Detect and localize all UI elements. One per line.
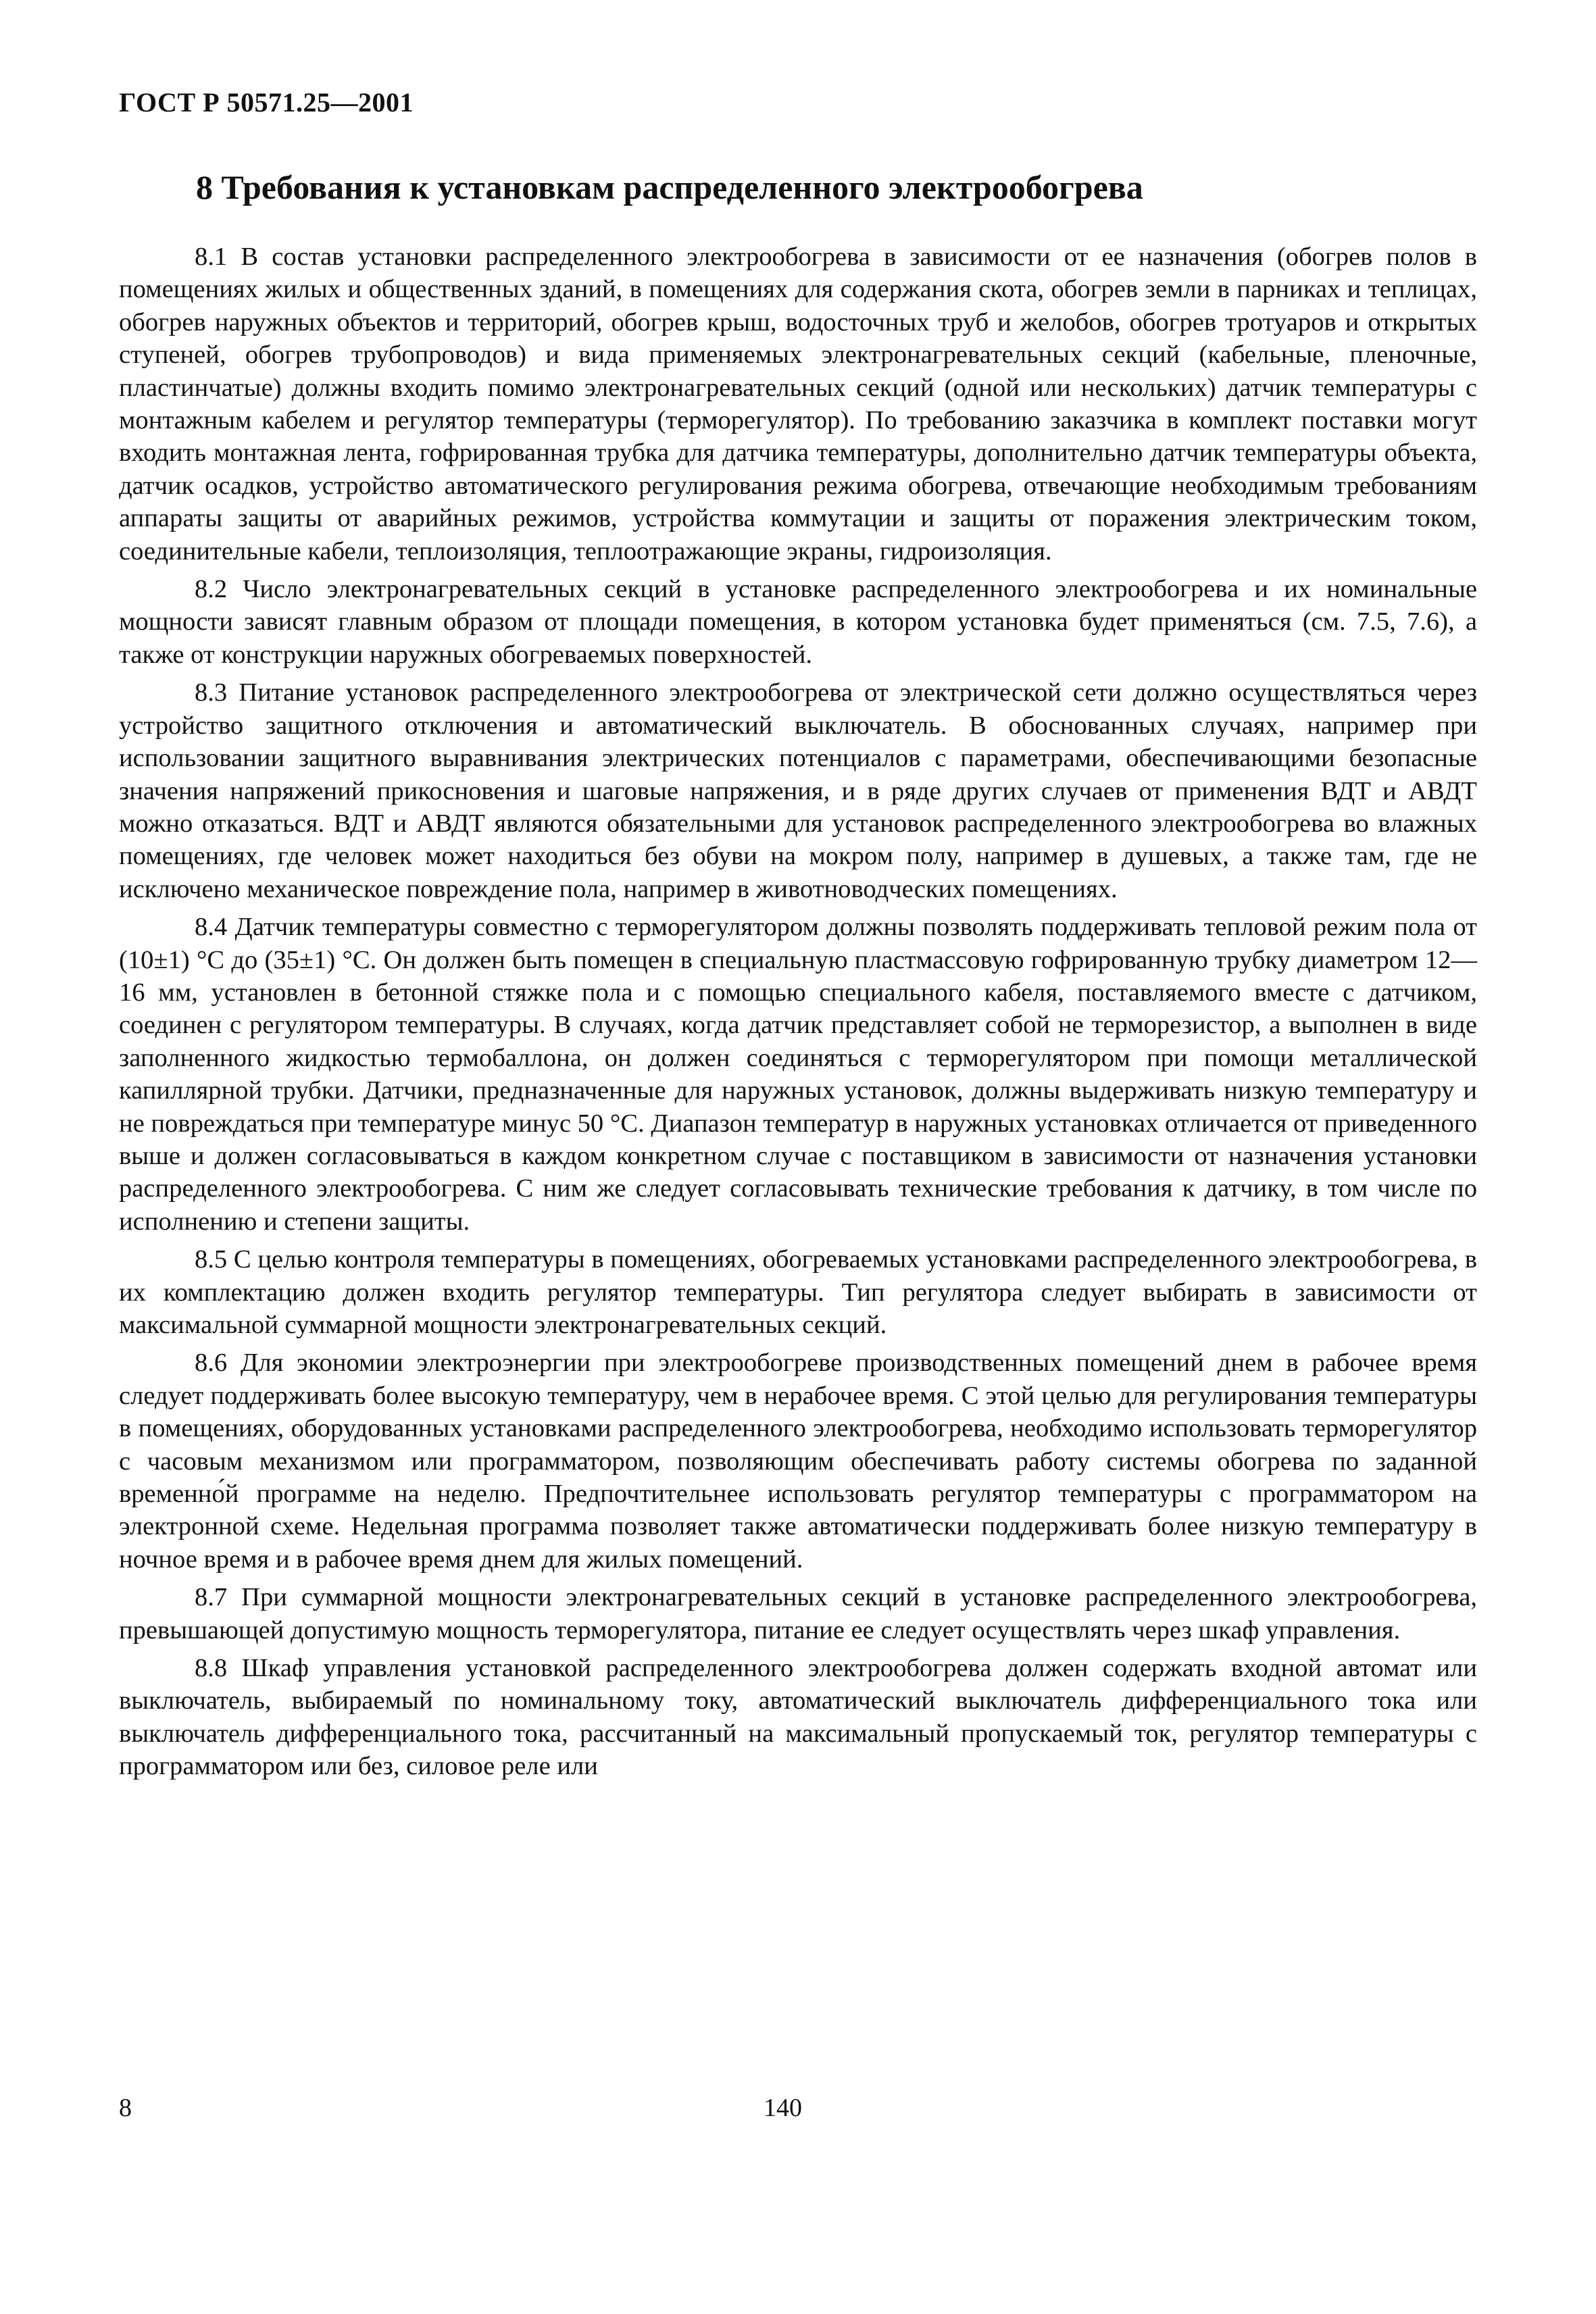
paragraph-8-3: 8.3 Питание установок распределенного электрообогрева от электрической сети должно осуществляться через устройство защитного отключения и автоматический выключатель. В обоснованных случаях, например при использовании защитного выравнивания электрических потенциалов с параметрами, обеспечивающими безопасные значения напряжений прикосновения и шаговые напряжения, и в ряде других случаев от применения ВДТ и АВДТ можно отказаться. ВДТ и АВДТ являются обязательными для установок распределенного электрообогрева во влажных помещениях, где человек может находиться без обуви на мокром полу, например в душевых, а также там, где не исключено механическое повреждение пола, например в животноводческих помещениях. xyxy=(119,678,1477,903)
paragraph-8-4: 8.4 Датчик температуры совместно с терморегулятором должны позволять поддерживать тепловой режим пола от (10±1) °С до (35±1) °С. Он должен быть помещен в специальную пластмассовую гофрированную трубку диаметром 12—16 мм, установлен в бетонной стяжке пола и с помощью специального кабеля, поставляемого вместе с датчиком, соединен с регулятором температуры. В случаях, когда датчик представляет собой не терморезистор, а выполнен в виде заполненного жидкостью термобаллона, он должен соединяться с терморегулятором при помощи металлической капиллярной трубки. Датчики, предназначенные для наружных установок, должны выдерживать низкую температуру и не повреждаться при температуре минус 50 °С. Диапазон температур в наружных установках отличается от приведенного выше и должен согласовываться в каждом конкретном случае с поставщиком в зависимости от назначения установки распределенного электрообогрева. С ним же следует согласовывать технические требования к датчику, в том числе по исполнению и степени защиты. xyxy=(119,913,1477,1236)
section-body xyxy=(119,241,1477,1788)
section-title: 8 Требования к установкам распределенного электрообогрева xyxy=(196,168,1143,206)
paragraph-8-7: 8.7 При суммарной мощности электронагревательных секций в установке распределенного электрообогрева, превышающей допустимую мощность терморегулятора, питание ее следует осуществлять через шкаф управления. xyxy=(119,1583,1477,1644)
paragraph-8-2: 8.2 Число электронагревательных секций в установке распределенного электрообогрева и их номинальные мощности зависят главным образом от площади помещения, в котором установка будет применяться (см. 7.5, 7.6), а также от конструкции наружных обогреваемых поверхностей. xyxy=(119,575,1477,669)
paragraph-8-5: 8.5 С целью контроля температуры в помещениях, обогреваемых установками распределенного электрообогрева, в их комплектацию должен входить регулятор температуры. Тип регулятора следует выбирать в зависимости от максимальной суммарной мощности электронагревательных секций. xyxy=(119,1245,1477,1339)
paragraph-8-6: 8.6 Для экономии электроэнергии при электрообогреве производственных помещений днем в рабочее время следует поддерживать более высокую температуру, чем в нерабочее время. С этой целью для регулирования температуры в помещениях, оборудованных установками распределенного электрообогрева, необходимо использовать терморегулятор с часовым механизмом или программатором, позволяющим обеспечивать работу системы обогрева по заданной временно́й программе на неделю. Предпочтительнее использовать регулятор температуры с программатором на электронной схеме. Недельная программа позволяет также автоматически поддерживать более низкую температуру в ночное время и в рабочее время днем для жилых помещений. xyxy=(119,1349,1477,1574)
document-code: ГОСТ Р 50571.25—2001 xyxy=(119,87,414,118)
sheet-number: 140 xyxy=(764,2094,802,2122)
paragraph-8-1: 8.1 В состав установки распределенного электрообогрева в зависимости от ее назначения (обогрев полов в помещениях жилых и общественных зданий, в помещениях для содержания скота, обогрев земли в парниках и теплицах, обогрев наружных объектов и территорий, обогрев крыш, водосточных труб и желобов, обогрев тротуаров и открытых ступеней, обогрев трубопроводов) и вида применяемых электронагревательных секций (кабельные, пленочные, пластинчатые) должны входить помимо электронагревательных секций (одной или нескольких) датчик температуры с монтажным кабелем и регулятор температуры (терморегулятор). По требованию заказчика в комплект поставки могут входить монтажная лента, гофрированная трубка для датчика температуры, дополнительно датчик температуры объекта, датчик осадков, устройство автоматического регулирования режима обогрева, отвечающие необходимым требованиям аппараты защиты от аварийных режимов, устройства коммутации и защиты от поражения электрическим током, соединительные кабели, теплоизоляция, теплоотражающие экраны, гидроизоляция. xyxy=(119,243,1477,565)
paragraph-8-8: 8.8 Шкаф управления установкой распределенного электрообогрева должен содержать входной автомат или выключатель, выбираемый по номинальному току, автоматический выключатель дифференциального тока или выключатель дифференциального тока, рассчитанный на максимальный пропускаемый ток, регулятор температуры с программатором или без, силовое реле или xyxy=(119,1654,1477,1781)
page-number: 8 xyxy=(119,2094,132,2122)
